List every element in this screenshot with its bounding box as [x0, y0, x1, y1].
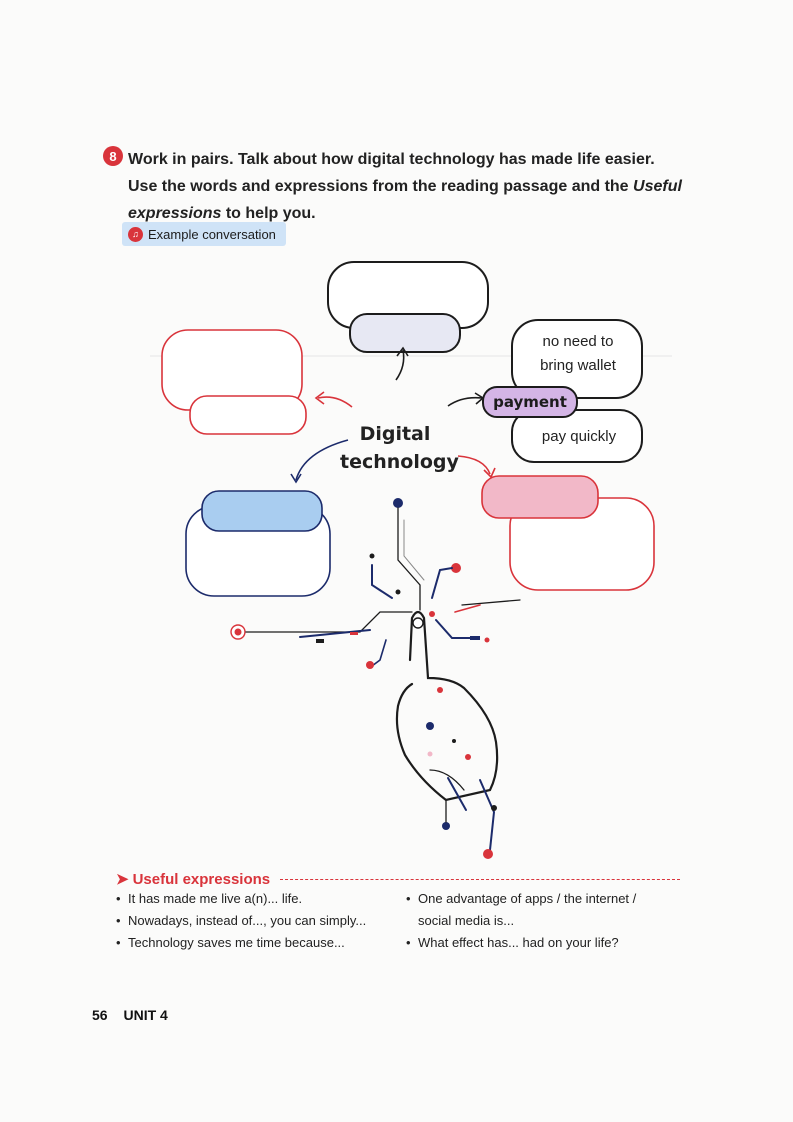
- example-conversation-label: Example conversation: [148, 226, 276, 242]
- expression-item-continued: social media is...: [418, 913, 515, 928]
- expression-item: • Technology saves me time because...: [116, 932, 406, 954]
- arrow-right-icon: ➤: [116, 871, 129, 888]
- page-footer: [92, 1007, 180, 1023]
- payment-top-text: [528, 330, 628, 378]
- useful-expressions-heading: [116, 870, 270, 888]
- lower-left-label-pill: [202, 491, 322, 531]
- task-line-3-italic: expressions: [128, 205, 222, 222]
- expression-item: • What effect has... had on your life?: [406, 932, 696, 954]
- task-line-2: Use the words and expressions from the reading passage and the: [128, 178, 629, 195]
- center-topic: [340, 420, 459, 476]
- task-line-2-italic: Useful: [633, 178, 682, 195]
- center-topic-line-2: technology: [340, 451, 459, 473]
- dashed-divider: [280, 879, 680, 880]
- expressions-right-column: [406, 888, 696, 954]
- center-topic-line-1: Digital: [359, 423, 431, 445]
- top-label-pill: [350, 314, 460, 352]
- task-number-badge: 8: [103, 146, 123, 166]
- payment-top-line-2: bring wallet: [540, 357, 616, 374]
- payment-label-pill: payment: [482, 386, 578, 418]
- payment-top-line-1: no need to: [542, 333, 614, 350]
- expressions-left-column: [116, 888, 406, 954]
- left-label-pill: [190, 396, 306, 434]
- page-number: 56: [92, 1007, 108, 1023]
- arrow-right: [448, 398, 482, 406]
- task-line-3: to help you.: [225, 205, 316, 222]
- expression-item: • Nowadays, instead of..., you can simply...: [116, 910, 406, 932]
- unit-label: UNIT 4: [123, 1007, 168, 1023]
- headphones-icon: ♫: [128, 227, 143, 242]
- useful-expressions-title: Useful expressions: [132, 870, 271, 888]
- expression-item: • It has made me live a(n)... life.: [116, 888, 406, 910]
- arrow-left: [318, 397, 352, 407]
- lower-right-label-pill: [482, 476, 598, 518]
- task-line-1: Work in pairs. Talk about how digital technology has made life easier.: [128, 151, 655, 168]
- expression-item: • One advantage of apps / the internet /: [406, 888, 696, 910]
- payment-bottom-text: pay quickly: [541, 428, 617, 445]
